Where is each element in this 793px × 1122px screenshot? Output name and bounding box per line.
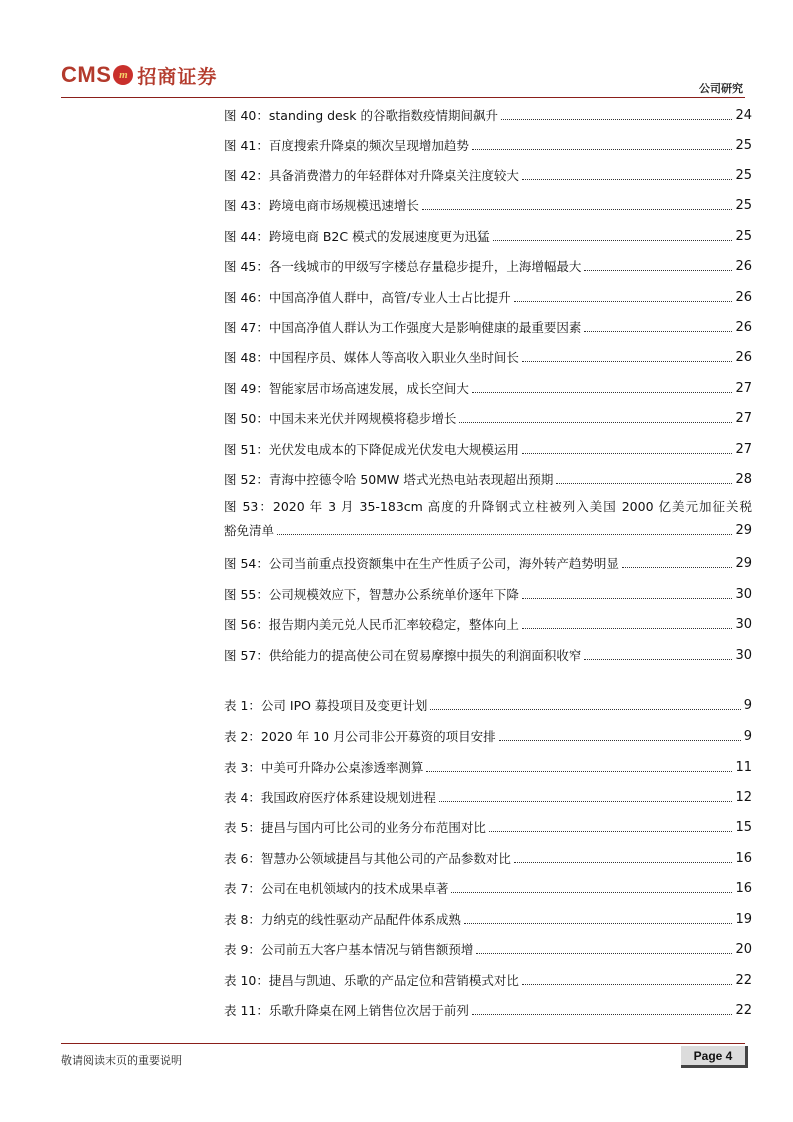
toc-entry-page: 30 [735, 617, 752, 632]
toc-entry-label: 表 7：公司在电机领域内的技术成果卓著 [224, 881, 449, 896]
toc-entry-label: 图 45：各一线城市的甲级写字楼总存量稳步提升，上海增幅最大 [224, 259, 582, 274]
toc-entry-label: 图 47：中国高净值人群认为工作强度大是影响健康的最重要因素 [224, 320, 582, 335]
header-divider [61, 97, 745, 98]
toc-entry-page: 30 [735, 587, 752, 602]
toc-entry-label: 图 52：青海中控德令哈 50MW 塔式光热电站表现超出预期 [224, 472, 554, 487]
toc-entry-page: 26 [735, 320, 752, 335]
toc-entry-page: 16 [735, 851, 752, 866]
toc-entry-page: 25 [735, 198, 752, 213]
toc-entry-page: 9 [743, 698, 752, 713]
toc-entry-page: 26 [735, 259, 752, 274]
toc-entry-figure-52[interactable] [224, 468, 752, 488]
leader-dots [522, 360, 733, 362]
leader-dots [277, 533, 732, 535]
toc-entry-page: 25 [735, 168, 752, 183]
toc-entry-figure-47[interactable] [224, 316, 752, 336]
leader-dots [514, 300, 733, 302]
toc-entry-label: 图 42：具备消费潜力的年轻群体对升降桌关注度较大 [224, 168, 519, 183]
leader-dots [426, 770, 732, 772]
toc-entry-page: 22 [735, 973, 752, 988]
leader-dots [499, 739, 741, 741]
logo-mark-icon: m [113, 65, 133, 85]
toc-entry-table-6[interactable] [224, 847, 752, 867]
toc-entry-figure-56[interactable] [224, 613, 752, 633]
leader-dots [514, 861, 733, 863]
leader-dots [501, 118, 732, 120]
toc-entry-figure-55[interactable] [224, 583, 752, 603]
toc-entry-label: 表 11：乐歌升降桌在网上销售位次居于前列 [224, 1003, 469, 1018]
toc-entry-label: 图 41：百度搜索升降桌的频次呈现增加趋势 [224, 138, 469, 153]
toc-entry-label: 表 2：2020 年 10 月公司非公开募资的项目安排 [224, 729, 496, 744]
toc-entry-table-5[interactable] [224, 816, 752, 836]
toc-entry-label: 图 57：供给能力的提高使公司在贸易摩擦中损失的利润面积收窄 [224, 648, 582, 663]
toc-entry-label: 图 56：报告期内美元兑人民币汇率较稳定，整体向上 [224, 617, 519, 632]
toc-entry-label: 图 43：跨境电商市场规模迅速增长 [224, 198, 419, 213]
toc-entry-table-4[interactable] [224, 786, 752, 806]
leader-dots [584, 269, 732, 271]
toc-entry-label: 表 3：中美可升降办公桌渗透率测算 [224, 760, 424, 775]
toc-entry-page: 24 [735, 108, 752, 123]
leader-dots [522, 627, 733, 629]
toc-entry-table-2[interactable] [224, 725, 752, 745]
leader-dots [451, 891, 732, 893]
toc-entry-table-3[interactable] [224, 756, 752, 776]
toc-entry-table-10[interactable] [224, 969, 752, 989]
toc-entry-table-11[interactable] [224, 999, 752, 1019]
toc-entry-page: 27 [735, 442, 752, 457]
toc-entry-label: 表 5：捷昌与国内可比公司的业务分布范围对比 [224, 820, 486, 835]
toc-entry-table-7[interactable] [224, 877, 752, 897]
toc-entry-figure-53[interactable] [224, 499, 752, 539]
page-number: Page 4 [693, 1048, 733, 1063]
leader-dots [584, 330, 732, 332]
toc-entry-label: 图 46：中国高净值人群中，高管/专业人士占比提升 [224, 290, 511, 305]
toc-entry-figure-40[interactable] [224, 104, 752, 124]
toc-entry-label: 图 49：智能家居市场高速发展，成长空间大 [224, 381, 469, 396]
toc-entry-page: 26 [735, 290, 752, 305]
toc-entry-label: 图 53：2020 年 3 月 35-183cm 高度的升降钢式立柱被列入美国 2000 亿美元加征关税 [224, 499, 752, 514]
toc-entry-page: 30 [735, 648, 752, 663]
toc-entry-figure-49[interactable] [224, 377, 752, 397]
toc-entry-page: 27 [735, 381, 752, 396]
toc-entry-label: 图 48：中国程序员、媒体人等高收入职业久坐时间长 [224, 350, 519, 365]
cms-logo [61, 60, 217, 90]
toc-entry-figure-50[interactable] [224, 407, 752, 427]
toc-entry-page: 22 [735, 1003, 752, 1018]
logo-text: CMS [61, 62, 112, 87]
leader-dots [464, 922, 733, 924]
toc-entry-figure-51[interactable] [224, 438, 752, 458]
toc-entry-table-8[interactable] [224, 908, 752, 928]
toc-entry-figure-45[interactable] [224, 255, 752, 275]
leader-dots [476, 952, 732, 954]
leader-dots [489, 830, 733, 832]
leader-dots [522, 452, 733, 454]
toc-entry-label: 图 51：光伏发电成本的下降促成光伏发电大规模运用 [224, 442, 519, 457]
toc-entry-page: 15 [735, 820, 752, 835]
leader-dots [493, 239, 733, 241]
leader-dots [422, 208, 733, 210]
toc-entry-figure-46[interactable] [224, 286, 752, 306]
leader-dots [584, 658, 732, 660]
toc-entry-page: 25 [735, 229, 752, 244]
toc-entry-page: 9 [743, 729, 752, 744]
toc-entry-page: 25 [735, 138, 752, 153]
toc-entry-page: 16 [735, 881, 752, 896]
toc-entry-page: 26 [735, 350, 752, 365]
leader-dots [522, 178, 733, 180]
page-number-box [681, 1046, 748, 1068]
toc-entry-continuation [224, 519, 752, 539]
toc-entry-page: 28 [735, 472, 752, 487]
leader-dots [522, 983, 733, 985]
toc-entry-figure-48[interactable] [224, 346, 752, 366]
toc-entry-figure-57[interactable] [224, 644, 752, 664]
toc-entry-label: 表 1：公司 IPO 募投项目及变更计划 [224, 698, 428, 713]
toc-entry-figure-41[interactable] [224, 134, 752, 154]
leader-dots [459, 421, 732, 423]
leader-dots [472, 391, 733, 393]
logo-company-name: 招商证券 [137, 65, 218, 88]
leader-dots [472, 1013, 733, 1015]
toc-entry-label: 图 44：跨境电商 B2C 模式的发展速度更为迅猛 [224, 229, 490, 244]
toc-entry-table-1[interactable] [224, 694, 752, 714]
toc-entry-label: 表 8：力纳克的线性驱动产品配件体系成熟 [224, 912, 461, 927]
footer-divider [61, 1043, 745, 1044]
toc-entry-page: 12 [735, 790, 752, 805]
toc-entry-label: 图 55：公司规模效应下，智慧办公系统单价逐年下降 [224, 587, 519, 602]
toc-entry-figure-43[interactable] [224, 194, 752, 214]
toc-entry-label: 图 50：中国未来光伏并网规模将稳步增长 [224, 411, 457, 426]
disclaimer-note: 敬请阅读末页的重要说明 [61, 1054, 182, 1067]
toc-entry-figure-54[interactable] [224, 552, 752, 572]
leader-dots [556, 482, 732, 484]
leader-dots [472, 148, 733, 150]
toc-entry-page: 19 [735, 912, 752, 927]
section-label: 公司研究 [699, 82, 743, 95]
toc-entry-label: 表 4：我国政府医疗体系建设规划进程 [224, 790, 436, 805]
leader-dots [622, 566, 733, 568]
leader-dots [522, 597, 733, 599]
toc-entry-page: 20 [735, 942, 752, 957]
toc-entry-figure-44[interactable] [224, 225, 752, 245]
toc-entry-label-cont: 豁免清单 [224, 523, 275, 538]
page-header [0, 0, 793, 100]
toc-entry-page: 29 [735, 556, 752, 571]
toc-entry-page: 27 [735, 411, 752, 426]
toc-entry-figure-42[interactable] [224, 164, 752, 184]
toc-entry-label: 表 10：捷昌与凯迪、乐歌的产品定位和营销模式对比 [224, 973, 519, 988]
toc-entry-label: 表 6：智慧办公领域捷昌与其他公司的产品参数对比 [224, 851, 511, 866]
toc-entry-label: 图 54：公司当前重点投资额集中在生产性质子公司，海外转产趋势明显 [224, 556, 619, 571]
leader-dots [439, 800, 733, 802]
toc-entry-page: 11 [735, 760, 752, 775]
leader-dots [430, 708, 740, 710]
toc-entry-label: 图 40：standing desk 的谷歌指数疫情期间飙升 [224, 108, 498, 123]
toc-entry-table-9[interactable] [224, 938, 752, 958]
toc-entry-label: 表 9：公司前五大客户基本情况与销售额预增 [224, 942, 474, 957]
toc-entry-page: 29 [735, 523, 752, 538]
